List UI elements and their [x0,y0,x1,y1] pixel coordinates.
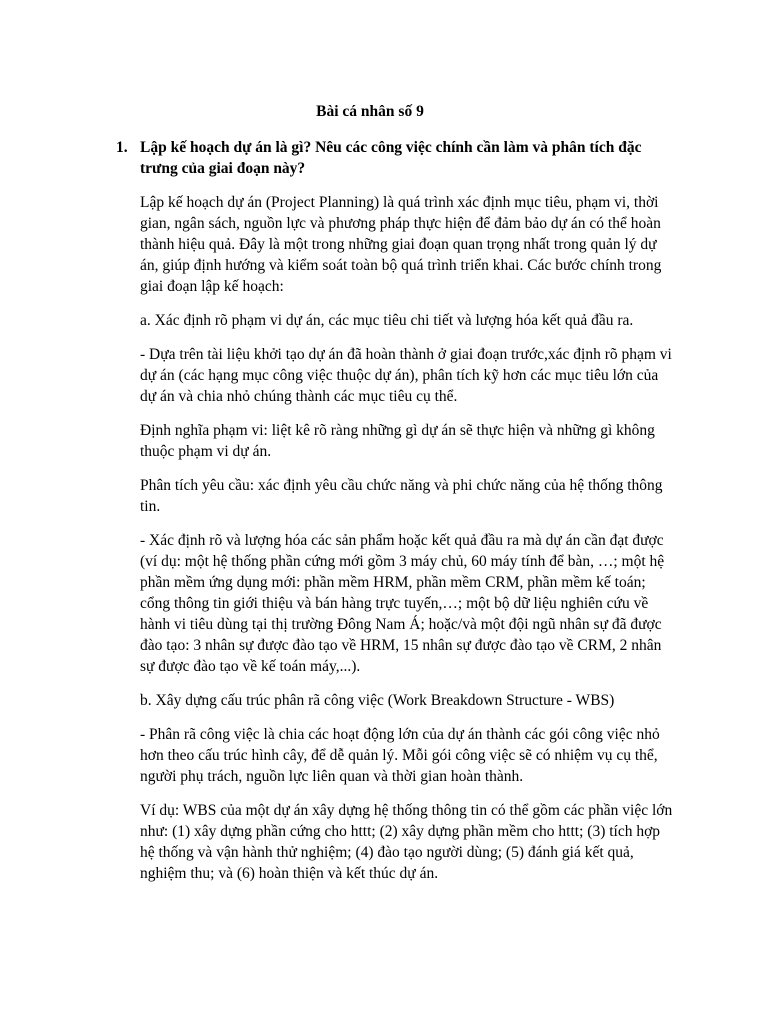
paragraph-intro: Lập kế hoạch dự án (Project Planning) là quá trình xác định mục tiêu, phạm vi, thời gian, ngân sách, nguồn lực và phương pháp thực hiện để đảm bảo dự án có thể hoàn thành hiệu quả. Đây là một trong những giai đoạn quan trọng nhất trong quản lý dự án, giúp định hướng và kiểm soát toàn bộ quá trình triển khai. Các bước chính trong giai đoạn lập kế hoạch: [140,194,662,295]
document-title: Bài cá nhân số 9 [316,103,424,120]
paragraph-requirements-analysis: Phân tích yêu cầu: xác định yêu cầu chức năng và phi chức năng của hệ thống thông tin. [140,477,663,515]
question-number: 1. [116,139,128,156]
paragraph-section-b-heading: b. Xây dựng cấu trúc phân rã công việc (Work Breakdown Structure - WBS) [140,692,615,709]
paragraph-scope-analysis: - Dựa trên tài liệu khởi tạo dự án đã hoàn thành ở giai đoạn trước,xác định rõ phạm vi dự án (các hạng mục công việc thuộc dự án), phân tích kỹ hơn các mục tiêu lớn của dự án và chia nhỏ chúng thành các mục tiêu cụ thể. [140,346,672,405]
answer-body [140,192,676,897]
paragraph-section-a-heading: a. Xác định rõ phạm vi dự án, các mục tiêu chi tiết và lượng hóa kết quả đầu ra. [140,312,634,329]
paragraph-wbs-description: - Phân rã công việc là chia các hoạt động lớn của dự án thành các gói công việc nhỏ hơn theo cấu trúc hình cây, để dễ quản lý. Mỗi gói công việc sẽ có nhiệm vụ cụ thể, người phụ trách, nguồn lực liên quan và thời gian hoàn thành. [140,726,660,785]
question-text: Lập kế hoạch dự án là gì? Nêu các công việc chính cần làm và phân tích đặc trưng của giai đoạn này? [140,139,642,177]
paragraph-wbs-example: Ví dụ: WBS của một dự án xây dựng hệ thống thông tin có thể gồm các phần việc lớn như: (1) xây dựng phần cứng cho httt; (2) xây dựng phần mềm cho httt; (3) tích hợp hệ thống và vận hành thử nghiệm; (4) đào tạo người dùng; (5) đánh giá kết quả, nghiệm thu; và (6) hoàn thiện và kết thúc dự án. [140,802,673,882]
question-item [116,137,676,179]
paragraph-deliverables: - Xác định rõ và lượng hóa các sản phẩm hoặc kết quả đầu ra mà dự án cần đạt được (ví dụ: một hệ thống phần cứng mới gồm 3 máy chủ, 60 máy tính để bàn, …; một hệ phần mềm ứng dụng mới: phần mềm HRM, phần mềm CRM, phần mềm kế toán; cổng thông tin giới thiệu và bán hàng trực tuyến,…; một bộ dữ liệu nghiên cứu về hành vi tiêu dùng tại thị trường Đông Nam Á; hoặc/và một đội ngũ nhân sự đã được đào tạo: 3 nhân sự được đào tạo về HRM, 15 nhân sự được đào tạo về CRM, 2 nhân sự được đào tạo về kế toán máy,...). [140,532,665,675]
paragraph-scope-definition: Định nghĩa phạm vi: liệt kê rõ ràng những gì dự án sẽ thực hiện và những gì không thuộc phạm vi dự án. [140,422,655,460]
